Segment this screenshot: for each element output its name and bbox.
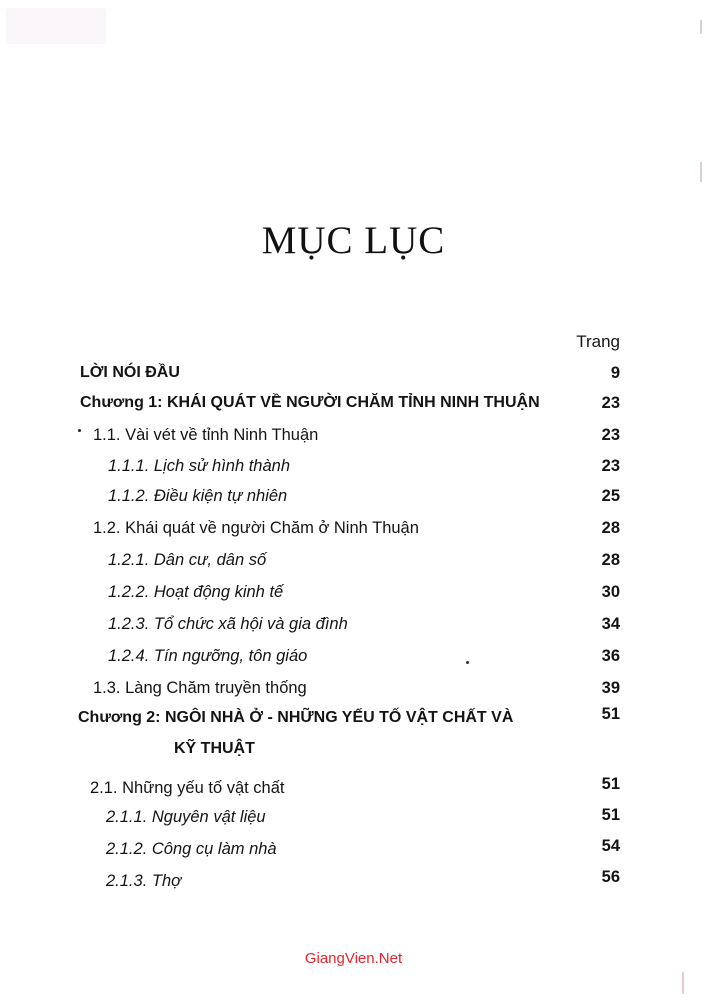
- toc-entry-subsection[interactable]: [0, 457, 707, 483]
- toc-entry-page: 56: [601, 868, 620, 886]
- toc-entry-page: 23: [601, 457, 620, 475]
- toc-entry-page: 54: [601, 837, 620, 855]
- toc-entry-label: 1.2.2. Hoạt động kinh tế: [108, 583, 284, 601]
- page-title: MỤC LỤC: [261, 219, 446, 262]
- toc-entry-label: 2.1.1. Nguyên vật liệu: [106, 808, 266, 826]
- toc-entry-label: 1.2.3. Tổ chức xã hội và gia đình: [108, 615, 348, 633]
- toc-entry-preface[interactable]: [0, 364, 707, 390]
- toc-entry-subsection[interactable]: [0, 615, 707, 641]
- toc-entry-subsection[interactable]: [0, 487, 707, 513]
- toc-entry-subsection[interactable]: [0, 583, 707, 609]
- toc-entry-page: 51: [601, 705, 620, 723]
- toc-entry-label-line2: KỸ THUẬT: [174, 740, 255, 757]
- toc-entry-label: 1.1.2. Điều kiện tự nhiên: [108, 487, 288, 505]
- scan-dot-mark: [466, 661, 469, 664]
- toc-entry-page: 25: [601, 487, 620, 505]
- toc-entry-subsection[interactable]: [0, 647, 707, 673]
- toc-entry-section[interactable]: [0, 426, 707, 452]
- toc-entry-label: 2.1.2. Công cụ làm nhà: [106, 840, 277, 858]
- scan-edge-mark: [682, 972, 684, 994]
- toc-entry-page: 23: [601, 394, 620, 412]
- toc-entry-label: 1.2.4. Tín ngưỡng, tôn giáo: [108, 647, 308, 665]
- toc-entry-section[interactable]: [0, 519, 707, 545]
- toc-entry-label: 1.1.1. Lịch sử hình thành: [108, 457, 290, 475]
- toc-entry-label: 1.1. Vài vét về tỉnh Ninh Thuận: [93, 426, 319, 444]
- toc-entry-label: Chương 1: KHÁI QUÁT VỀ NGƯỜI CHĂM TỈNH NINH THUẬN: [80, 394, 540, 411]
- toc-entry-section[interactable]: [0, 679, 707, 705]
- toc-entry-chapter-2[interactable]: [0, 705, 707, 769]
- toc-entry-label: 1.2. Khái quát về người Chăm ở Ninh Thuận: [93, 519, 419, 537]
- toc-entry-page: 9: [610, 364, 620, 382]
- toc-entry-page: 51: [601, 806, 620, 824]
- toc-entry-subsection[interactable]: [0, 551, 707, 577]
- toc-entry-page: 34: [601, 615, 620, 633]
- toc-entry-page: 36: [601, 647, 620, 665]
- scan-artifact: [6, 8, 106, 44]
- toc-entry-page: 30: [601, 583, 620, 601]
- toc-entry-label: LỜI NÓI ĐẦU: [80, 364, 180, 381]
- toc-entry-label: 1.3. Làng Chăm truyền thống: [93, 679, 307, 697]
- page-column-header: Trang: [576, 332, 620, 351]
- toc-entry-section[interactable]: [0, 777, 707, 803]
- toc-entry-page: 28: [601, 519, 620, 537]
- scan-edge-mark: [700, 20, 702, 34]
- toc-entry-label: 2.1. Những yếu tố vật chất: [90, 779, 285, 797]
- toc-entry-label: 2.1.3. Thợ: [106, 872, 182, 890]
- toc-entry-subsection[interactable]: [0, 868, 707, 898]
- toc-entry-page: 23: [601, 426, 620, 444]
- toc-entry-label: 1.2.1. Dân cư, dân số: [108, 551, 267, 569]
- toc-entry-label-line1: Chương 2: NGÔI NHÀ Ở - NHỮNG YẾU TỐ VẬT CHẤT VÀ: [78, 709, 514, 726]
- toc-entry-page: 28: [601, 551, 620, 569]
- toc-entry-subsection[interactable]: [0, 837, 707, 866]
- toc-entry-page: 51: [601, 775, 620, 793]
- toc-entry-page: 39: [601, 679, 620, 697]
- scan-edge-mark: [700, 162, 702, 182]
- toc-entry-chapter-1[interactable]: [0, 394, 707, 420]
- toc-entry-subsection[interactable]: [0, 808, 707, 834]
- watermark-link[interactable]: GiangVien.Net: [304, 950, 403, 967]
